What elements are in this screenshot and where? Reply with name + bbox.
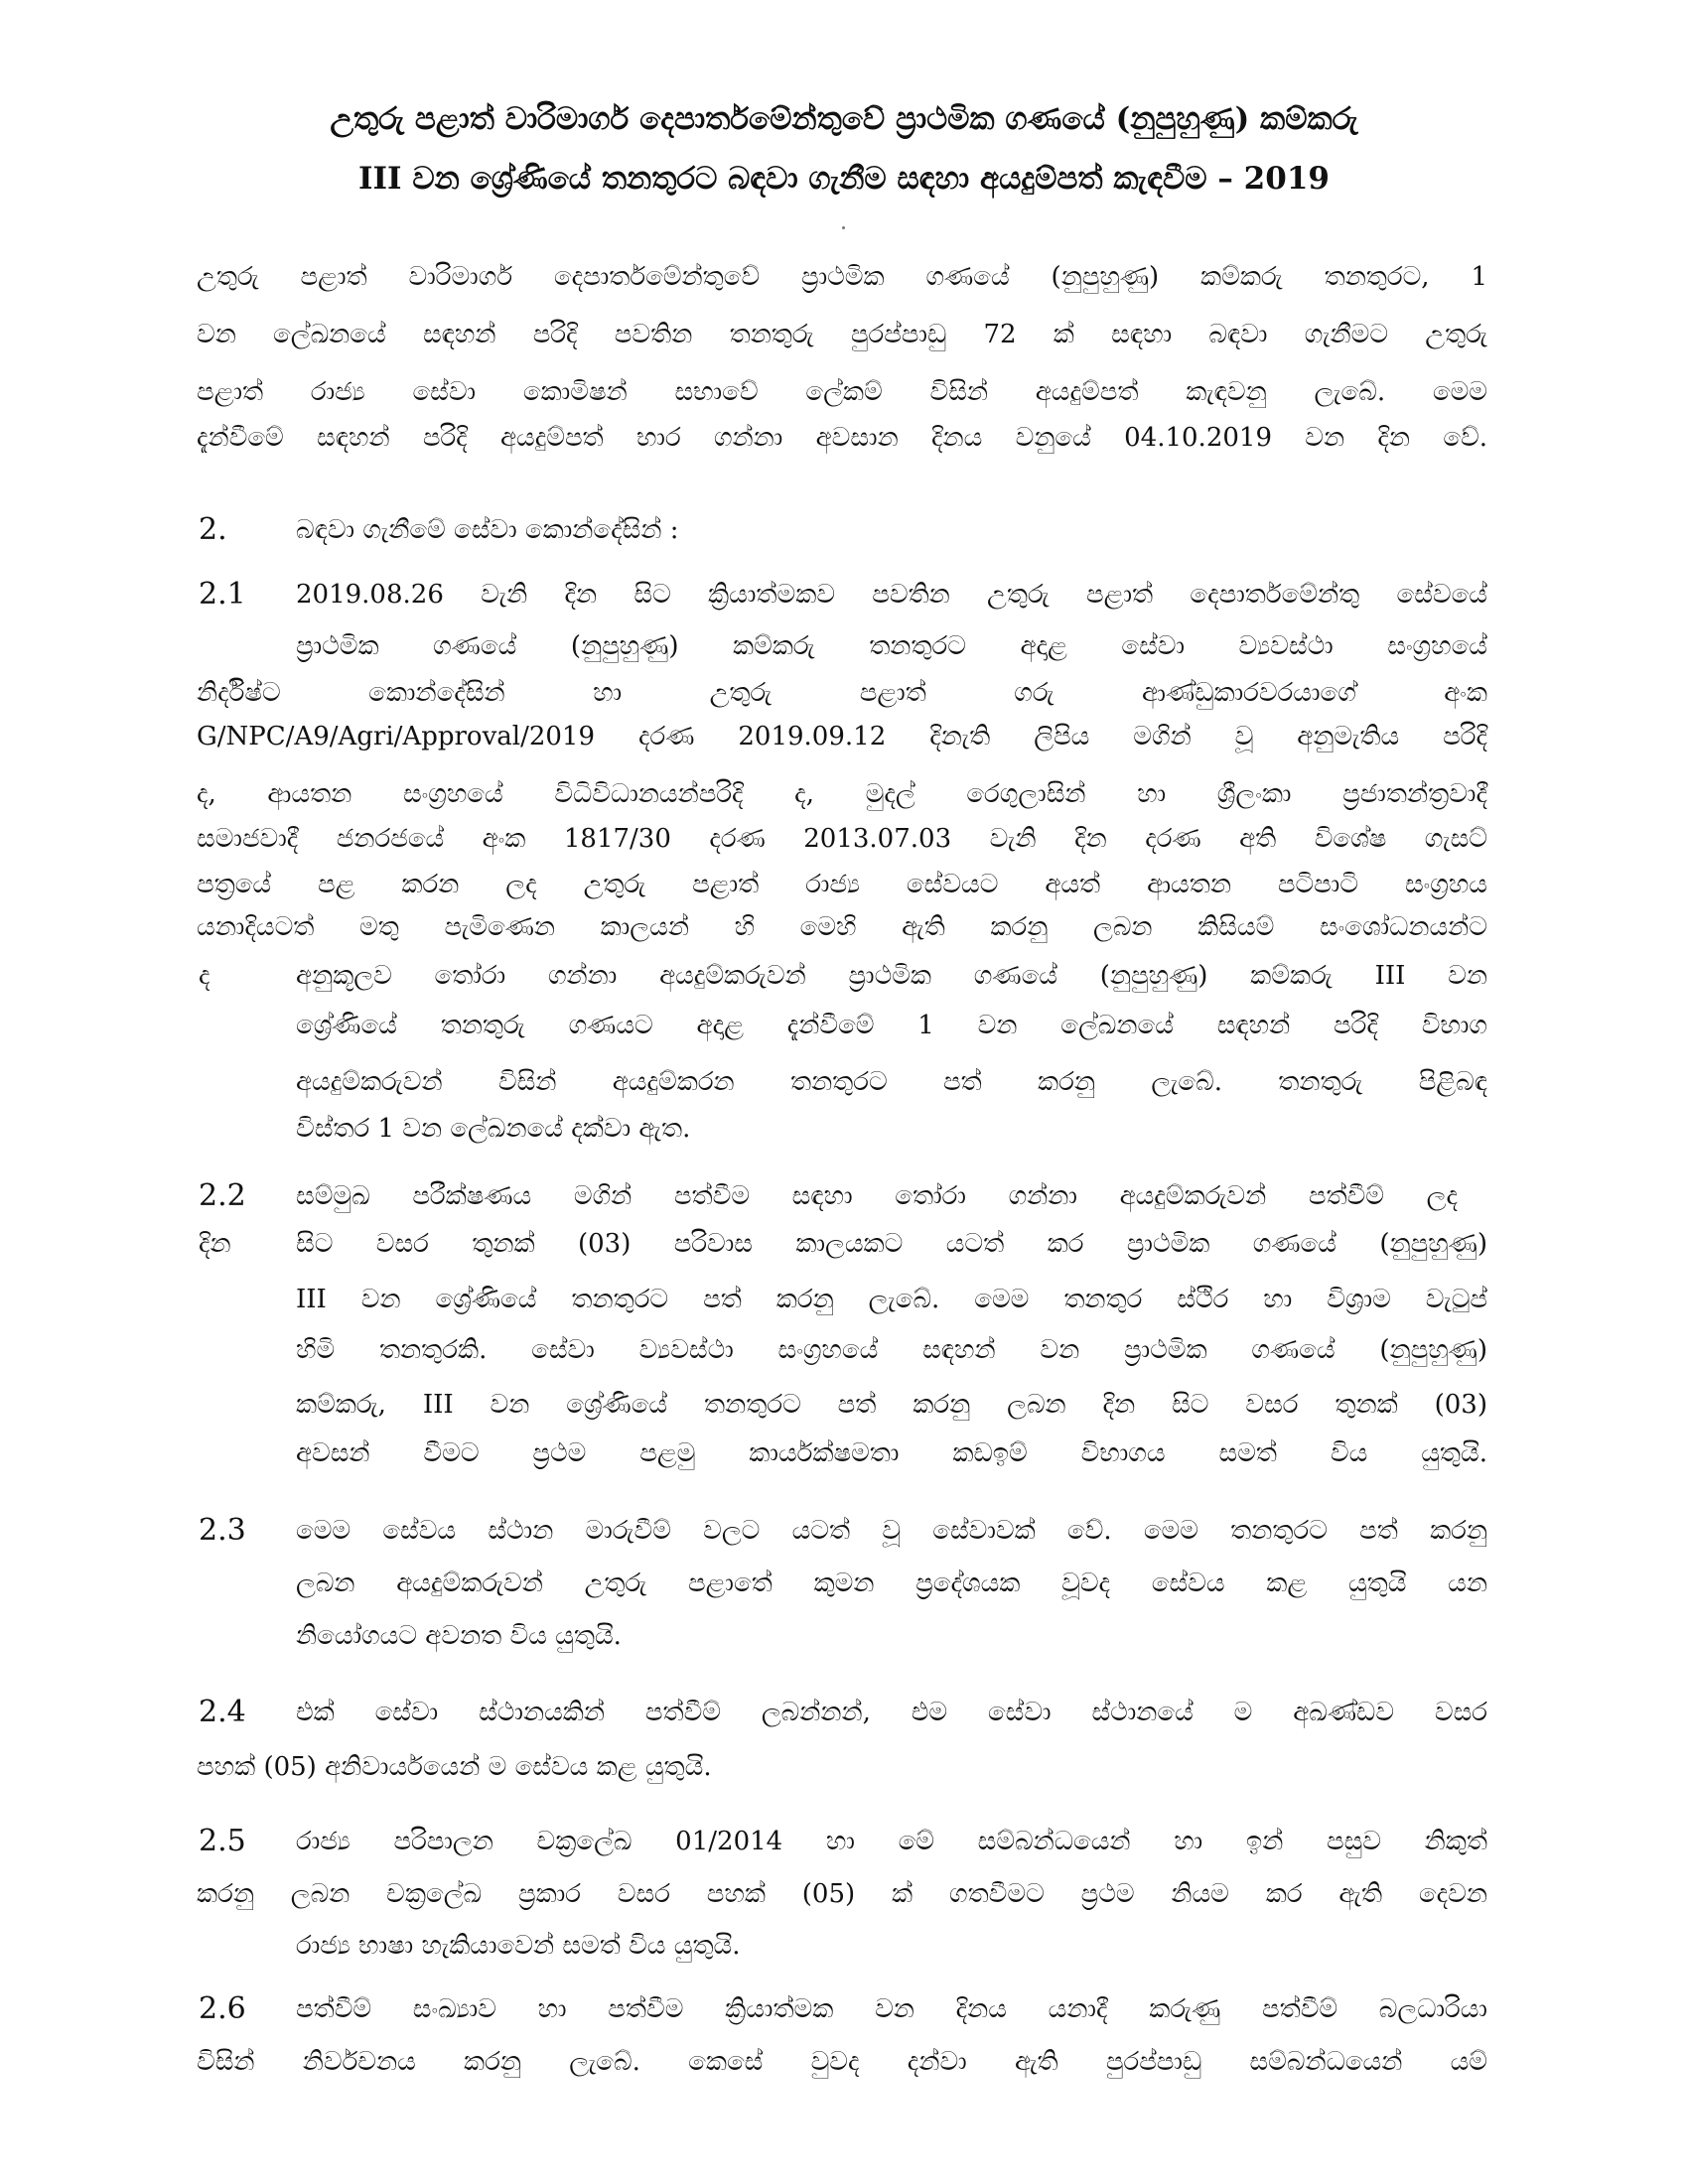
section-2-3-line-1: මෙම සේවය ස්ථාන මාරුවීම් වලට යටත් වූ සේවාවක් වේ. මෙම තනතුරට පත් කරනු — [296, 1516, 1487, 1546]
section-2-2-line-2: සිට වසර තුනක් (03) පරිවාස කාලයකට යටත් කර ප්‍රාථමික ගණයේ (නුපුහුණු) — [296, 1229, 1487, 1259]
section-2-1-line-3: නිර්දිෂ්ට කොන්දේසින් හා උතුරු පළාත් ගරු ආණ්ඩුකාරවරයාගේ අංක — [197, 678, 1487, 708]
intro-line-4: දැන්වීමේ සඳහන් පරිදි අයදුම්පත් භාර ගන්නා අවසාන දිනය වනුයේ 04.10.2019 වන දින වේ. — [197, 423, 1487, 453]
section-2-1-line-12: විස්තර 1 වන ලේඛනයේ දක්වා ඇත. — [296, 1114, 691, 1144]
stray-dot — [842, 226, 845, 229]
section-2-5-number: 2.5 — [199, 1824, 246, 1858]
section-2-4-number: 2.4 — [199, 1695, 246, 1729]
section-2-2-line-4: හිමි තනතුරකි. සේවා ව්‍යවස්ථා සංග්‍රහයේ සඳහන් වන ප්‍රාථමික ගණයේ (නුපුහුණු) — [296, 1335, 1487, 1365]
section-2-5-line-3: රාජ්‍ය භාෂා හැකියාවෙන් සමත් විය යුතුයි. — [296, 1931, 741, 1961]
section-2-1-line-6: සමාජවාදී ජනරජයේ අංක 1817/30 දරණ 2013.07.03 වැනි දින දරණ අති විශේෂ ගැසට් — [197, 824, 1487, 854]
section-2-4-line-2: පහක් (05) අනිවාර්යයෙන් ම සේවය කළ යුතුයි. — [197, 1752, 712, 1782]
section-2-1-line-5: ද, ආයතන සංග්‍රහයේ විධිවිධානයන්පරිදි ද, මුදල් රෙගුලාසින් හා ශ්‍රීලංකා ප්‍රජාතන්ත්‍රවාදී — [197, 779, 1487, 809]
section-2-1-line-2: ප්‍රාථමික ගණයේ (නුපුහුණු) කම්කරු තනතුරට අදාළ සේවා ව්‍යවස්ථා සංග්‍රහයේ — [296, 631, 1487, 661]
section-2-2-line-3: III වන ශ්‍රේණියේ තනතුරට පත් කරනු ලැබේ. මෙම තනතුර ස්ථිර හා විශ්‍රාම වැටුප් — [296, 1285, 1487, 1314]
section-2-1-line-7: පත්‍රයේ පළ කරන ලද උතුරු පළාත් රාජ්‍ය සේවයට අයත් ආයතන පටිපාටි සංග්‍රහය — [197, 870, 1487, 899]
section-2-6-line-1: පත්වීම් සංඛ්‍යාව හා පත්වීම ක්‍රියාත්මක වන දිනය යනාදී කරුණු පත්වීම් බලධාරියා — [296, 1994, 1487, 2024]
document-title-line-2: III වන ශ්‍රේණියේ තනතුරට බඳවා ගැනීම සඳහා අයදුම්පත් කැඳවීම – 2019 — [358, 161, 1330, 197]
section-2-number: 2. — [199, 512, 227, 547]
intro-line-3: පළාත් රාජ්‍ය සේවා කොමිෂන් සභාවේ ලේකම් විසින් අයදුම්පත් කැඳවනු ලැබේ. මෙම — [197, 377, 1487, 407]
section-2-heading: බඳවා ගැනීමේ සේවා කොන්දේසින් : — [296, 515, 679, 545]
section-2-1-number: 2.1 — [199, 577, 246, 612]
section-2-1-margin-note: ද — [199, 961, 211, 991]
section-2-2-line-5: කම්කරු, III වන ශ්‍රේණියේ තනතුරට පත් කරනු ලබන දින සිට වසර තුනක් (03) — [296, 1390, 1487, 1420]
section-2-4-line-1: එක් සේවා ස්ථානයකින් පත්වීම් ලබන්නන්, එම සේවා ස්ථානයේ ම අඛණ්ඩව වසර — [296, 1698, 1487, 1727]
section-2-5-line-1: රාජ්‍ය පරිපාලන චක්‍රලේඛ 01/2014 හා මේ සම්බන්ධයෙන් හා ඉන් පසුව නිකුත් — [296, 1827, 1487, 1856]
section-2-3-number: 2.3 — [199, 1513, 246, 1548]
section-2-1-line-8: යනාදියටත් මතු පැමිණෙන කාලයන් හි මෙහි ඇති කරනු ලබන කිසියම් සංශෝධනයන්ට — [197, 912, 1487, 942]
section-2-1-line-1: 2019.08.26 වැනි දින සිට ක්‍රියාත්මකව පවතින උතුරු පළාත් දෙපාර්තමේන්තු සේවයේ — [296, 580, 1487, 610]
section-2-6-number: 2.6 — [199, 1991, 246, 2026]
section-2-1-line-10: ශ්‍රේණියේ තනතුරු ගණයට අදාළ දැන්වීමේ 1 වන ලේඛනයේ සඳහන් පරිදි විභාග — [296, 1011, 1487, 1040]
section-2-1-line-9: අනුකූලව තෝරා ගන්නා අයදුම්කරුවන් ප්‍රාථමික ගණයේ (නුපුහුණු) කම්කරු III වන — [296, 961, 1487, 991]
section-2-2-line-1: සම්මුඛ පරීක්ෂණය මගින් පත්වීම සඳහා තෝරා ගන්නා අයදුම්කරුවන් පත්වීම් ලද — [296, 1181, 1458, 1211]
section-2-1-line-4: G/NPC/A9/Agri/Approval/2019 දරණ 2019.09.12 දිනැති ලිපිය මගින් වූ අනුමැතිය පරිදි — [197, 722, 1487, 751]
section-2-6-line-2: විසින් නිර්වචනය කරනු ලැබේ. කෙසේ වුවද දන්වා ඇති පුරප්පාඩු සම්බන්ධයෙන් යම් — [197, 2047, 1487, 2077]
intro-line-1: උතුරු පළාත් වාරිමාර්ග දෙපාර්තමේන්තුවේ ප්‍රාථමික ගණයේ (නුපුහුණු) කම්කරු තනතුරට, 1 — [197, 262, 1487, 292]
intro-line-2: වන ලේඛනයේ සඳහන් පරිදි පවතින තනතුරු පුරප්පාඩු 72 ක් සඳහා බඳවා ගැනීමට උතුරු — [197, 320, 1487, 349]
section-2-2-line-6: අවසන් වීමට ප්‍රථම පළමු කාර්යක්ෂමතා කඩඉම් විභාගය සමත් විය යුතුයි. — [296, 1438, 1487, 1468]
section-2-1-line-11: අයදුම්කරුවන් විසින් අයදුම්කරන තනතුරට පත් කරනු ලැබේ. තනතුරු පිළිබඳ — [296, 1067, 1487, 1097]
section-2-2-number: 2.2 — [199, 1178, 246, 1213]
section-2-2-margin-note: දින — [199, 1229, 231, 1259]
section-2-5-line-2: කරනු ලබන චක්‍රලේඛ ප්‍රකාර වසර පහක් (05) ක් ගතවීමට ප්‍රථම නියම කර ඇති දෙවන — [197, 1879, 1487, 1909]
section-2-3-line-2: ලබන අයදුම්කරුවන් උතුරු පළාතේ කුමන ප්‍රදේශයක වූවද සේවය කළ යුතුයි යන — [296, 1569, 1487, 1598]
section-2-3-line-3: නියෝගයට අවනත විය යුතුයි. — [296, 1621, 622, 1651]
document-title-line-1: උතුරු පළාත් වාරිමාර්ග දෙපාර්තමේන්තුවේ ප්‍රාථමික ගණයේ (නුපුහුණු) කම්කරු — [330, 101, 1358, 137]
